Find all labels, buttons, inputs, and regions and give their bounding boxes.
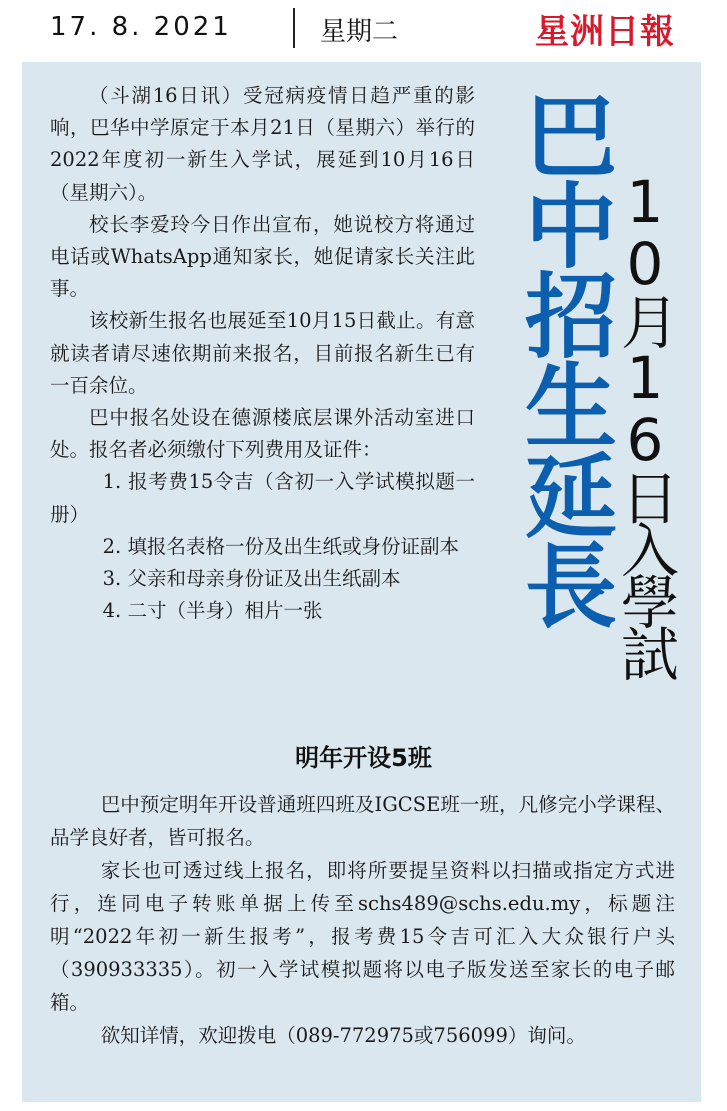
masthead	[0, 0, 727, 62]
article-body	[50, 80, 475, 627]
weekday: 星期二	[320, 17, 399, 47]
article-paragraph: 校长李爱玲今日作出宣布，她说校方将通过电话或WhatsApp通知家长，她促请家长关注此事。	[50, 212, 475, 301]
requirement-item: 1. 报考费15令吉（含初一入学试模拟题一册）	[50, 470, 475, 526]
newspaper-logo: 星洲日報	[535, 12, 675, 52]
requirement-item: 3. 父亲和母亲身份证及出生纸副本	[102, 567, 401, 591]
section-heading: 明年开设5班	[295, 744, 432, 772]
page-bottom-margin	[0, 1102, 727, 1111]
headline-main: 巴中招生延長	[510, 88, 617, 628]
section-paragraph: 家长也可透过线上报名，即将所要提呈资料以扫描或指定方式进行，连同电子转账单据上传至schs489@schs.edu.my，标题注明“2022年初一新生报考”，报考费15令吉可汇入大众银行户头（390933335）。初一入学试模拟题将以电子版发送至家长的电子邮箱。	[50, 859, 675, 1014]
article-paragraph: 巴中报名处设在德源楼底层课外活动室进口处。报名者必须缴付下列费用及证件：	[50, 406, 475, 462]
requirement-item: 4. 二寸（半身）相片一张	[102, 599, 323, 623]
article-paragraph: （斗湖16日讯）受冠病疫情日趋严重的影响，巴华中学原定于本月21日（星期六）举行的2022年度初一新生入学试，展延到10月16日（星期六）。	[50, 84, 475, 204]
requirement-item: 2. 填报名表格一份及出生纸或身份证副本	[102, 534, 459, 558]
publication-date: 17. 8. 2021	[50, 12, 232, 42]
article-paragraph: 该校新生报名也展延至10月15日截止。有意就读者请尽速依期前来报名，目前报名新生已有一百余位。	[50, 309, 475, 397]
headline-sub: 10月16日入學試	[611, 168, 679, 676]
section-paragraph: 欲知详情，欢迎拨电（089-772975或756099）询问。	[100, 1024, 586, 1047]
section-body	[50, 788, 675, 1052]
masthead-divider	[293, 8, 295, 48]
section-paragraph: 巴中预定明年开设普通班四班及IGCSE班一班，凡修完小学课程、品学良好者，皆可报名。	[50, 793, 675, 849]
